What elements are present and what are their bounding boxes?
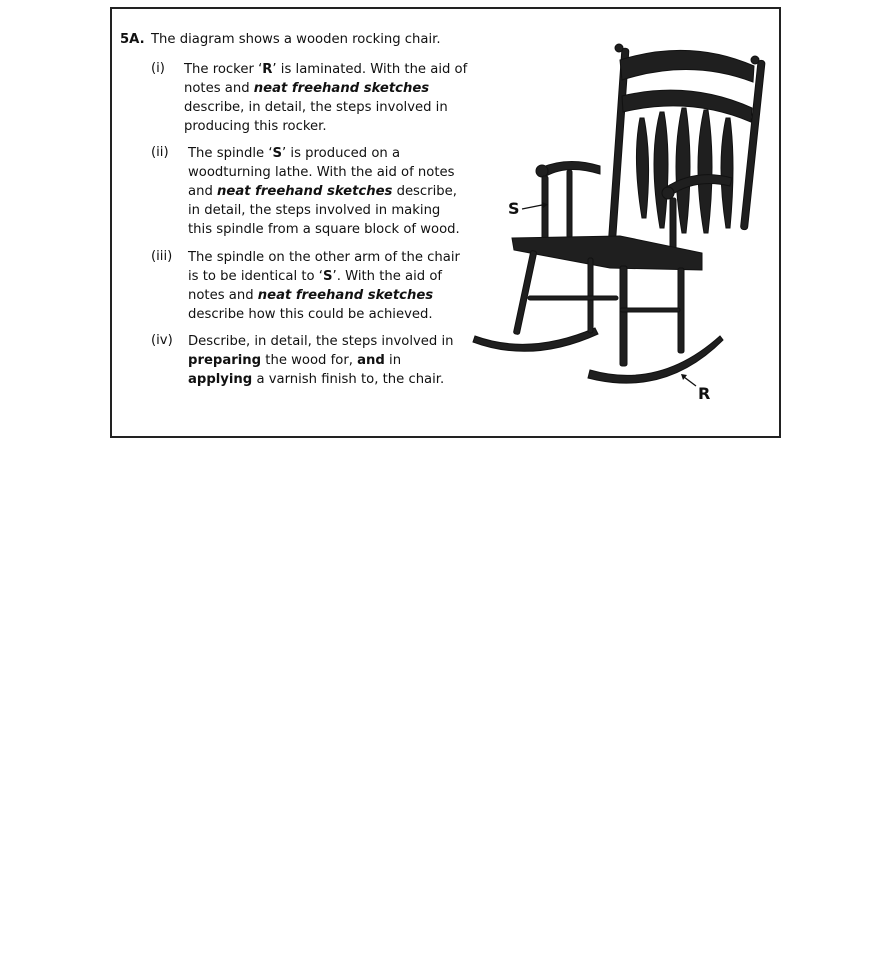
question-number: 5A.: [120, 32, 145, 47]
part-ii-label: (ii): [151, 145, 169, 160]
callout-s: S: [508, 199, 520, 218]
part-iv-label: (iv): [151, 333, 173, 348]
callout-s-arrow-icon: [520, 200, 550, 214]
part-iv-text: Describe, in detail, the steps involved in preparing the wood for, and in applying a varnish finish to, the chair.: [188, 334, 454, 387]
part-iii-label: (iii): [151, 249, 173, 264]
question-intro: The diagram shows a wooden rocking chair.: [151, 32, 441, 47]
part-i-label: (i): [151, 61, 165, 76]
callout-r-arrow-icon: [678, 372, 700, 390]
part-i-text: The rocker ‘R’ is laminated. With the aid of notes and neat freehand sketches describe, in detail, the steps involved in producing this rocker.: [184, 62, 468, 134]
rocking-chair-illustration: [470, 38, 770, 413]
callout-r: R: [698, 384, 711, 403]
part-iii-text: The spindle on the other arm of the chair is to be identical to ‘S’. With the aid of notes and neat freehand sketches describe how this could be achieved.: [188, 250, 460, 322]
part-ii-text: The spindle ‘S’ is produced on a woodturning lathe. With the aid of notes and neat freehand sketches describe, in detail, the steps involved in making this spindle from a square block of wood.: [188, 146, 460, 237]
